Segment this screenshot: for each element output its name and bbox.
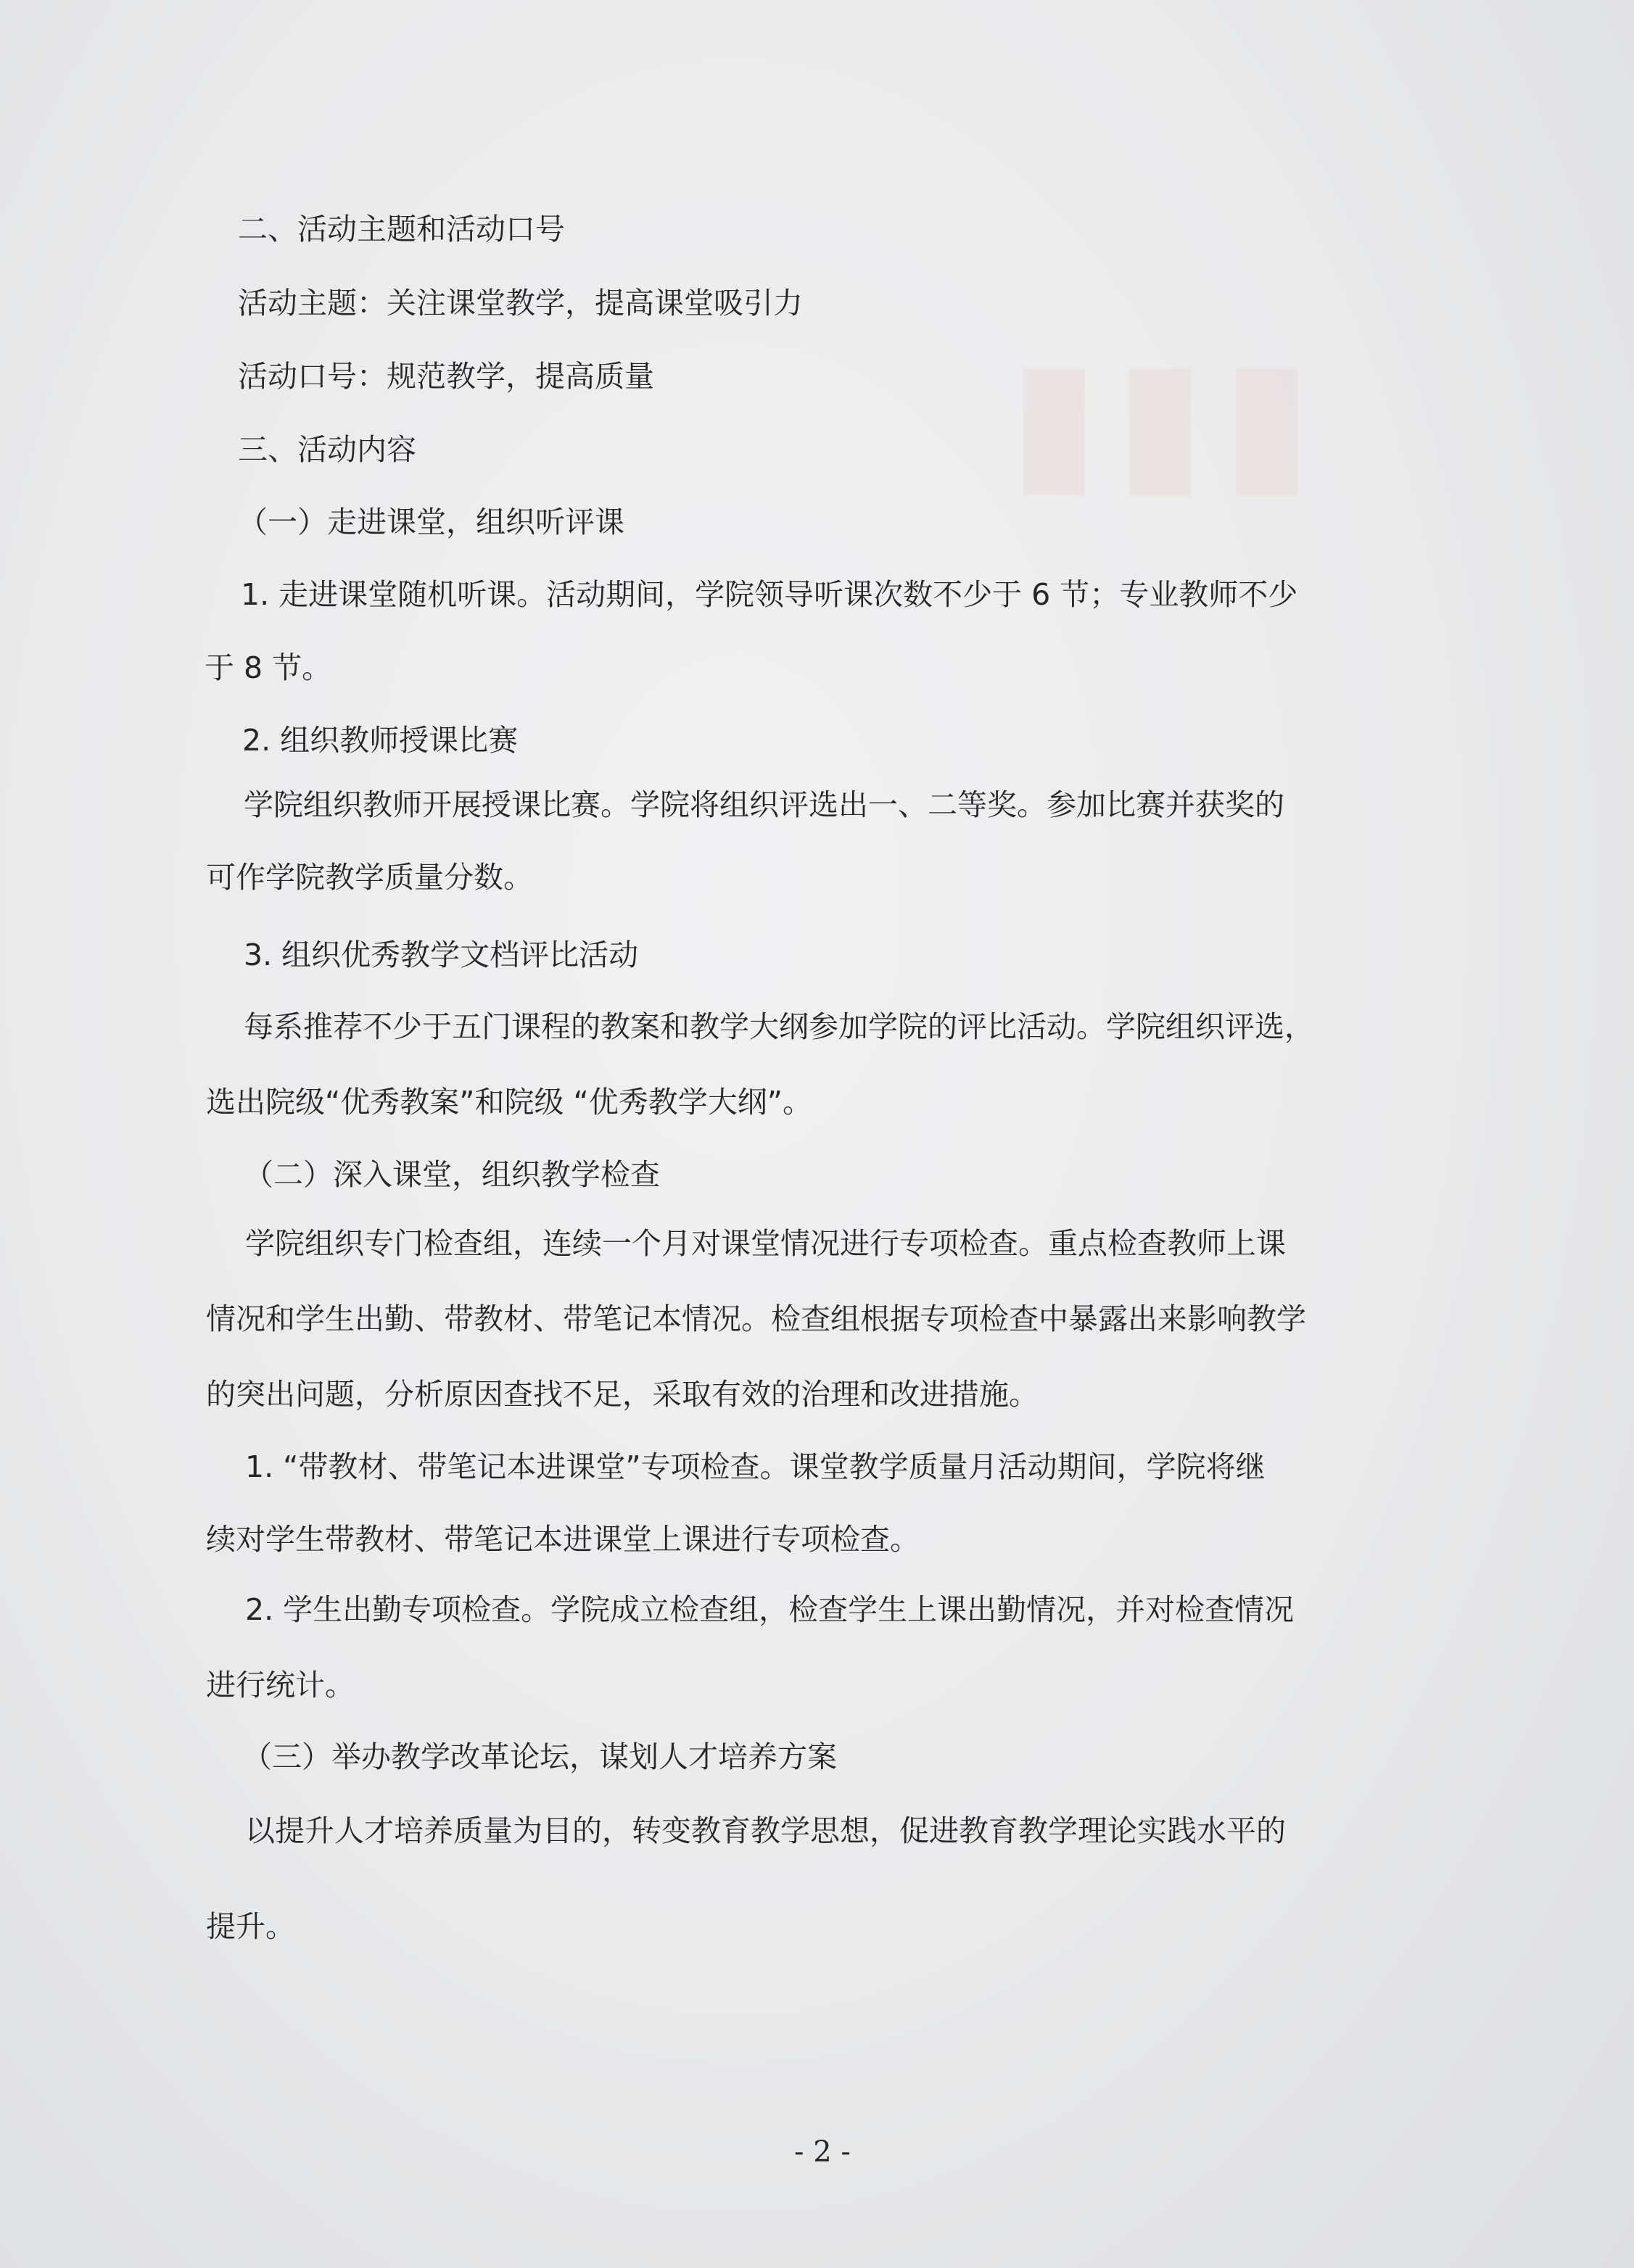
paragraph-3-line-2: 选出院级“优秀教案”和院级 “优秀教学大纲”。 bbox=[206, 1085, 812, 1119]
subheading-2: （二）深入课堂，组织教学检查 bbox=[244, 1157, 660, 1192]
activity-theme: 活动主题：关注课堂教学，提高课堂吸引力 bbox=[238, 286, 803, 320]
paragraph-4-line-3: 的突出问题，分析原因查找不足，采取有效的治理和改进措施。 bbox=[206, 1377, 1039, 1412]
paragraph-3-line-1: 每系推荐不少于五门课程的教案和教学大纲参加学院的评比活动。学院组织评选， bbox=[244, 1009, 1314, 1044]
item-heading-2: 2. 组织教师授课比赛 bbox=[242, 723, 519, 758]
page-number: - 2 - bbox=[794, 2135, 851, 2169]
paragraph-2-line-2: 可作学院教学质量分数。 bbox=[206, 860, 533, 895]
heading-section-2: 二、活动主题和活动口号 bbox=[238, 212, 565, 247]
paragraph-5-line-1: 1. “带教材、带笔记本进课堂”专项检查。课堂教学质量月活动期间，学院将继 bbox=[245, 1449, 1266, 1484]
paragraph-4-line-1: 学院组织专门检查组，连续一个月对课堂情况进行专项检查。重点检查教师上课 bbox=[245, 1226, 1286, 1261]
paragraph-7-line-1: 以提升人才培养质量为目的，转变教育教学思想，促进教育教学理论实践水平的 bbox=[245, 1813, 1286, 1848]
paragraph-4-line-2: 情况和学生出勤、带教材、带笔记本情况。检查组根据专项检查中暴露出来影响教学 bbox=[206, 1301, 1306, 1336]
paragraph-6-line-1: 2. 学生出勤专项检查。学院成立检查组，检查学生上课出勤情况，并对检查情况 bbox=[245, 1592, 1295, 1627]
paragraph-1-line-1: 1. 走进课堂随机听课。活动期间，学院领导听课次数不少于 6 节；专业教师不少 bbox=[241, 577, 1298, 612]
paragraph-5-line-2: 续对学生带教材、带笔记本进课堂上课进行专项检查。 bbox=[206, 1522, 920, 1557]
paragraph-1-line-2: 于 8 节。 bbox=[205, 650, 332, 685]
paragraph-6-line-2: 进行统计。 bbox=[206, 1668, 355, 1702]
show-through-artifact: ▮▮▮ bbox=[1008, 319, 1327, 515]
paragraph-2-line-1: 学院组织教师开展授课比赛。学院将组织评选出一、二等奖。参加比赛并获奖的 bbox=[244, 787, 1284, 822]
subheading-1: （一）走进课堂，组织听评课 bbox=[238, 505, 624, 539]
item-heading-3: 3. 组织优秀教学文档评比活动 bbox=[244, 938, 639, 972]
paragraph-7-line-2: 提升。 bbox=[206, 1909, 295, 1944]
heading-section-3: 三、活动内容 bbox=[238, 432, 416, 467]
activity-slogan: 活动口号：规范教学，提高质量 bbox=[238, 359, 654, 394]
subheading-3: （三）举办教学改革论坛，谋划人才培养方案 bbox=[242, 1739, 837, 1774]
